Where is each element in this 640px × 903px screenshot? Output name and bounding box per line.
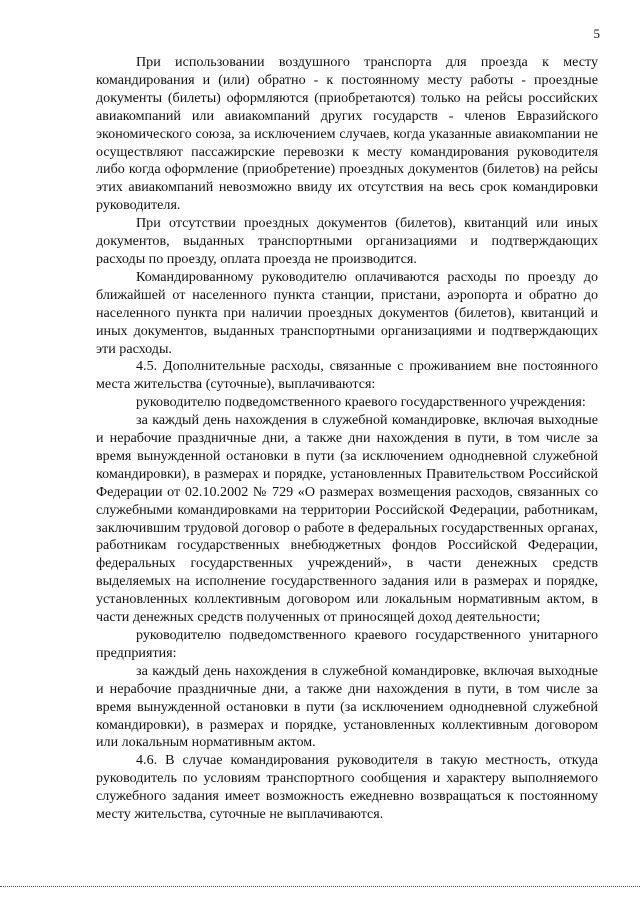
page-number: 5 [593, 26, 600, 41]
paragraph-nearest-station: Командированному руководителю оплачиваются расходы по проезду до ближайшей от населенного пункта станции, пристани, аэропорта и обратно до населенного пункта при наличии проездных документов (билетов), квитанций и иных документов, выданных транспортными организациями и подтверждающих эти расходы. [96, 268, 598, 357]
paragraph-enterprise-per-diem: за каждый день нахождения в служебной командировке, включая выходные и нерабочие праздничные дни, а также дни нахождения в пути, в том числе за время вынужденной остановки в пути (за исключением однодневной служебной командировки), в размерах и порядке, установленных коллективным договором или локальным нормативным актом. [96, 662, 598, 751]
paragraph-air-transport: При использовании воздушного транспорта для проезда к месту командирования и (или) обратно - к постоянному месту работы - проездные документы (билеты) оформляются (приобретаются) только на рейсы российских авиакомпаний или авиакомпаний других государств - членов Евразийского экономического союза, за исключением случаев, когда указанные авиакомпании не осуществляют пассажирские перевозки к месту командирования руководителя либо когда оформление (приобретение) проездных документов (билетов) на рейсы этих авиакомпаний невозможно ввиду их отсутствия на весь срок командировки руководителя. [96, 54, 598, 214]
paragraph-section-4-5: 4.5. Дополнительные расходы, связанные с проживанием вне постоянного места жительства (суточные), выплачиваются: [96, 358, 598, 393]
paragraph-institution-head: руководителю подведомственного краевого государственного учреждения: [136, 394, 586, 411]
bottom-divider [0, 886, 640, 887]
paragraph-section-4-6: 4.6. В случае командирования руководителя в такую местность, откуда руководитель по условиям транспортного сообщения и характеру выполняемого служебного задания имеет возможность ежедневно возвращаться к постоянному месту жительства, суточные не выплачиваются. [96, 752, 598, 823]
paragraph-missing-tickets: При отсутствии проездных документов (билетов), квитанций или иных документов, выданных транспортными организациями и подтверждающих расходы по проезду, оплата проезда не производится. [96, 215, 598, 267]
document-body [96, 54, 598, 824]
paragraph-enterprise-head: руководителю подведомственного краевого государственного унитарного предприятия: [96, 627, 598, 661]
paragraph-institution-per-diem: за каждый день нахождения в служебной командировке, включая выходные и нерабочие праздничные дни, а также дни нахождения в пути, в том числе за время вынужденной остановки в пути (за исключением однодневной служебной командировки), в размерах и порядке, установленных Правительством Российской Федерации от 02.10.2002 № 729 «О размерах возмещения расходов, связанных со служебными командировками на территории Российской Федерации, работникам, заключившим трудовой договор о работе в федеральных государственных органах, работникам государственных внебюджетных фондов Российской Федерации, федеральных государственных учреждений», в части денежных средств выделяемых на исполнение государственного задания или в размерах и порядке, установленных коллективным договором или локальным нормативным актом, в части денежных средств полученных от приносящей доход деятельности; [96, 412, 598, 626]
